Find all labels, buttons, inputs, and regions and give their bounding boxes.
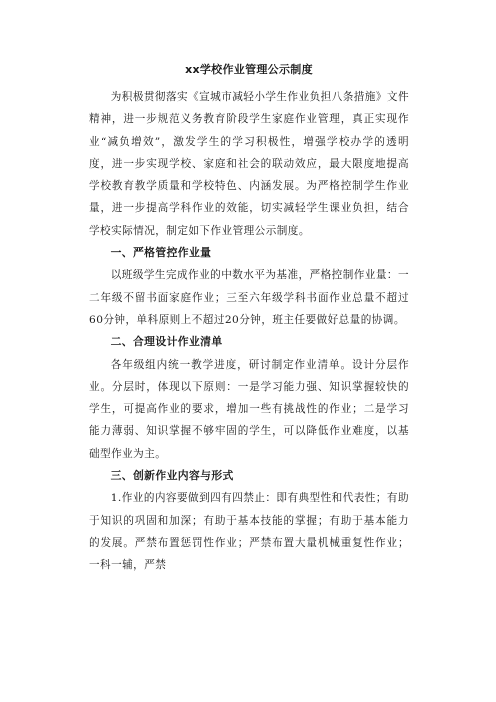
- section-heading-2: 二、合理设计作业清单: [110, 335, 223, 349]
- section-body-2: 各年级组内统一教学进度，研讨制定作业清单。设计分层作业。分层时，体现以下原则：一是学习能力强、知识掌握较快的学生，可提高作业的要求，增加一些有挑战性的作业；二是学习能力薄弱、知识掌握不够牢固的学生，可以降低作业难度，以基础型作业为主。: [89, 358, 409, 460]
- document-title: xx学校作业管理公示制度: [185, 63, 313, 76]
- document-page: [89, 62, 409, 577]
- intro-paragraph: 为积极贯彻落实《宣城市减轻小学生作业负担八条措施》文件精神，进一步规范义务教育阶段学生家庭作业管理，真正实现作业“减负增效”，激发学生的学习积极性，增强学校办学的透明度，进一步实现学校、家庭和社会的联动效应，最大限度地提高学校教育教学质量和学校特色、内涵发展。为严格控制学生作业量，进一步提高学科作业的效能，切实减轻学生课业负担，结合学校实际情况，制定如下作业管理公示制度。: [89, 91, 409, 237]
- section-body-3: 1.作业的内容要做到四有四禁止：即有典型性和代表性；有助于知识的巩固和加深；有助于基本技能的掌握；有助于基本能力的发展。严禁布置惩罚性作业；严禁布置大量机械重复性作业；一科一辅，严禁: [89, 492, 409, 572]
- section-heading-3: 三、创新作业内容与形式: [110, 469, 234, 483]
- section-heading-1: 一、严格管控作业量: [110, 246, 212, 260]
- section-body-1: 以班级学生完成作业的中数水平为基准，严格控制作业量：一二年级不留书面家庭作业；三至六年级学科书面作业总量不超过60分钟，单科原则上不超过20分钟，班主任要做好总量的协调。: [89, 269, 409, 326]
